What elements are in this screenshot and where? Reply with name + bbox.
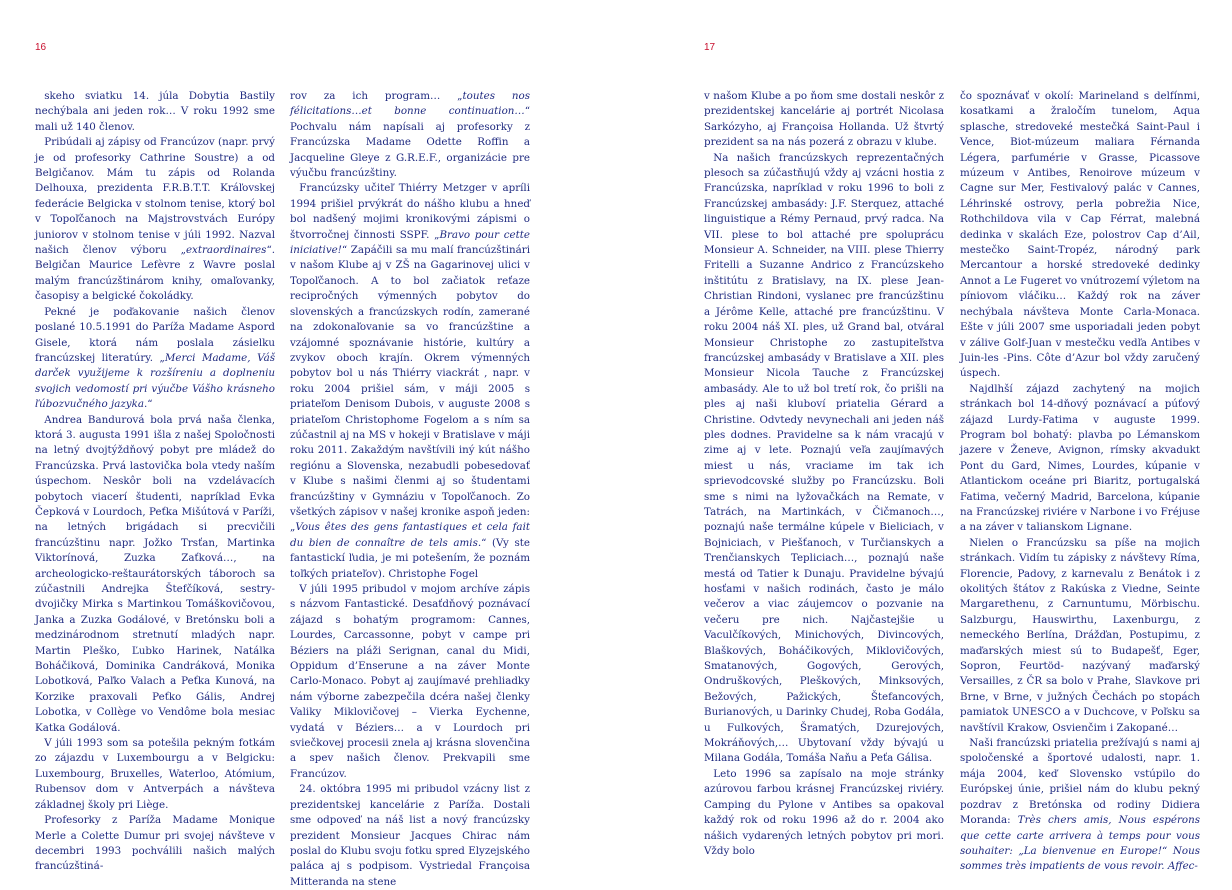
- paragraph: [960, 89, 1200, 382]
- paragraph: [704, 89, 944, 151]
- text-run: “ Pochvalu nám napísali aj profesorky z Francúzska Madame Odette Roffin a Jacqueline Gleye z G.R.E.F., organizácie pre výučbu francúzštiny.: [290, 105, 530, 180]
- paragraph: [960, 382, 1200, 536]
- text-run: V júli 1995 pribudol v mojom archíve zápis s názvom Fantastické. Desaťdňový poznávací zájazd s bohatým programom: Cannes, Lourdes, Carcassonne, pobyt v campe pri Béziers na pláži Serignan, canal du Midi, Oppidum d’Enserune a na záver Monte Carlo-Monaco. Pobyt aj zaujímavé prehliadky nám výborne zabezpečila dcéra našej členky Valiky Miklovičovej – Vierka Eychenne, vydatá v Béziers… a v Lourdoch pri sviečkovej procesii znela aj krásna slovenčina a spev našich členov. Prekvapili sme Francúzov.: [290, 583, 530, 780]
- text-column-3: [704, 89, 944, 857]
- text-run: Naši francúzski priatelia prežívajú s nami aj spoločenské a športové udalosti, napr. 1. mája 2004, keď Slovensko vstúpilo do Európskej únie, prišiel nám do klubu pekný pozdrav z Bretónska od rodiny Didiera Moranda:: [960, 737, 1200, 827]
- italic-run: Vous êtes des gens fantastiques et cela fait du bien de connaître de tels amis.: [290, 521, 530, 549]
- text-run: v našom Klube a po ňom sme dostali neskôr z prezidentskej kancelárie aj portrét Nicolasa Sarkózyho, aj Françoisa Hollanda. Už štvrtý prezident sa na nás pozerá z obrazu v klube.: [704, 90, 944, 149]
- text-run: skeho sviatku 14. júla Dobytia Bastily nechýbala ani jeden rok… V roku 1992 sme mali už 140 členov.: [35, 90, 275, 133]
- text-column-2: [290, 89, 531, 888]
- text-run: Francúzsky učiteľ Thiérry Metzger v apríli 1994 prišiel prvýkrát do nášho klubu a hneď bol nadšený mojimi kronikovými zápismi o štvorročnej činnosti SSPF. „: [290, 182, 530, 241]
- text-run: Profesorky z Paríža Madame Monique Merle a Colette Dumur pri svojej návšteve v decembri 1993 pochválili našich malých francúzštiná-: [35, 814, 275, 873]
- paragraph: [35, 413, 275, 737]
- text-run: rov za ich program… „: [290, 90, 463, 102]
- paragraph: [290, 582, 530, 782]
- text-run: Najdlhší zájazd zachytený na mojich stránkach bol 14-dňový poznávací a púťový zájazd Lurdy-Fatima v auguste 1999. Program bol bohatý: plavba po Lémanskom jazere v Ženeve, Avignon, rímsky akvadukt Pont du Gard, Nimes, Lourdes, kúpanie v Atlantickom oceáne pri Biaritz, portugalská Fatima, večerný Madrid, Barcelona, kúpanie na Francúzskej riviére v Narbone i vo Fréjuse a na záver v talianskom Lignane.: [960, 382, 1200, 534]
- text-run: 24. októbra 1995 mi pribudol vzácny list z prezidentskej kancelárie z Paríža. Dostali sme odpoveď na náš list a nový francúzsky prezident Monsieur Jacques Chirac nám poslal do Klubu svoju fotku spred Elyzejského paláca aj s podpisom. Vystriedal Françoisa Mitteranda na stene: [290, 783, 530, 888]
- text-run: Nielen o Francúzsku sa píše na mojich stránkach. Vidím tu zápisky z návštevy Ríma, Florencie, Padovy, z karnevalu z Benátok i z okolitých štátov z Rakúska z Viedne, Seinte Margarethenu, z Carnuntumu, Mörbischu. Salzburgu, Hauswirthu, Laxenburgu, z nemeckého Berlína, Drážďan, Postupimu, z maďarských miest sú to Budapešť, Eger, Sopron, Feurtöd- nazývaný maďarský Versailles, z ČR sa bolo v Prahe, Slavkove pri Brne, v Brne, v južných Čechách po stopách pamiatok UNESCO a v Duchcove, v Poľsku sa navštívil Krakow, Osvienčim i Zakopané…: [960, 536, 1200, 734]
- text-run: “. Belgičan Maurice Lefèvre z Wavre poslal malým francúzštinárom knihy, omaľovanky, časopisy a belgické čokoládky.: [35, 244, 275, 303]
- paragraph: [960, 736, 1200, 875]
- text-run: “: [147, 398, 153, 411]
- paragraph: [35, 813, 275, 875]
- text-column-1: [35, 89, 275, 873]
- paragraph: [704, 767, 944, 859]
- text-run: V júli 1993 som sa potešila pekným fotkám zo zájazdu v Luxembourgu a v Belgicku: Luxembourg, Bruxelles, Waterloo, Atómium, Rubensov dom v Antverpách a návšteva základnej školy pri Liège.: [35, 737, 275, 811]
- text-run: Leto 1996 sa zapísalo na moje stránky azúrovou farbou krásnej Francúzskej riviéry. Camping du Pylone v Antibes sa opakoval každý rok od roku 1996 až do r. 2004 ako nášich vydarených letných pobytov pri mori. Vždy bolo: [704, 767, 944, 857]
- paragraph: [35, 305, 275, 413]
- text-column-4: [960, 89, 1200, 873]
- text-run: “ (Vy ste fantastickí ľudia, je mi potešením, že poznám toľkých priateľov). Christophe Fogel: [290, 536, 530, 580]
- text-run: Pekné je poďakovanie našich členov poslané 10.5.1991 do Paríža Madame Aspord Gisele, ktorá nám poslala zásielku francúzskej literatúry. „: [35, 305, 275, 364]
- paragraph: [290, 89, 530, 181]
- page-number-left: 16: [35, 42, 47, 53]
- italic-run: Merci Madame, Váš darček využijeme k rozšíreniu a doplneniu svojich vedomostí pri výučbe Vášho krásneho ľúbozvučného jazyka.: [35, 351, 275, 411]
- text-run: Andrea Bandurová bola prvá naša členka, ktorá 3. augusta 1991 išla z našej Spoločnosti na letný dvojtýždňový pobyt pre mládež do Francúzska. Prvá lastovička bola vtedy naším úspechom. Neskôr boli na vzdelávacích pobytoch viacerí študenti, napríklad Evka Čepková v Lourdoch, Peťka Mišútová v Paríži, na letných brigádach si precvičili francúzštinu napr. Jožko Trsťan, Martinka Viktorínová, Zuzka Zaťková…, na archeologicko-reštaurátorských táboroch sa zúčastnili Andrejka Štefčíková, sestry- dvojičky Mirka s Martinkou Tomáškovičovou, Janka a Zuzka Godálové, v Bretónsku boli a medzinárodnom stretnutí mladých napr. Martin Pleško, Ľubko Harinek, Natálka Boháčiková, Dominika Candráková, Monika Lobotková, Paľko Valach a Peťka Kunová, na Korzike praxovali Peťko Gális, Andrej Lobotka, v Collège vo Vendôme bola mesiac Katka Godálová.: [35, 413, 275, 734]
- italic-run: extraordinaires: [185, 244, 267, 257]
- paragraph: [960, 536, 1200, 736]
- text-run: čo spoznávať v okolí: Marineland s delfínmi, kosatkami a žraločím tunelom, Aqua splasche, stredoveké mestečká Saint-Paul i Vence, Biot-múzeum maliara Férnanda Légera, parfumérie v Grasse, Picassove múzeum v Antibes, Renoirove múzeum v Cagne sur Mer, Festivalový palác v Cannes, Léhrinské ostrovy, perla pobrežia Nice, Rothchildova vila v Cap Férrat, malebná dedinka v skalách Eze, polostrov Cap d’Ail, mestečko Saint-Tropéz, národný park Mercantour a horské stredoveké dedinky Annot a Le Fugeret vo vnútrozemí výletom na píniovom vláčiku… Každý rok na záver nechýbala návšteva Monte Carla-Monaca. Ešte v júli 2007 sme usporiadali jeden pobyt v zálive Golf-Juan v mestečku vedľa Antibes v Juin-les -Pins. Côte d’Azur bol vždy zaručený úspech.: [960, 90, 1200, 380]
- paragraph: [290, 782, 530, 890]
- paragraph: [35, 135, 275, 304]
- italic-run: Très chers amis, Nous espérons que cette carte arrivera à temps pour vous souhaiter: „La bienvenue en Europe!“ Nous sommes très impatients de vous revoir. Affec-: [960, 814, 1200, 873]
- text-run: “ Zapáčili sa mu malí francúzštinári v našom Klube aj v ZŠ na Gagarinovej ulici v Topoľčanoch. A to bol začiatok reťaze recipročných výmenných pobytov do slovenských a francúzskych rodín, zamerané na zdokonaľovanie sa vo francúzštine a vzájomné spoznávanie histórie, kultúry a zvykov oboch krajín. Okrem výmenných pobytov bol u nás Thiérry viackrát , napr. v roku 2004 prišiel sám, v máji 2005 s priateľom Denisom Dubois, v auguste 2008 s priateľom Christophome Fogelom a s ním sa zúčastnil aj na MS v hokeji v Bratislave v máji roku 2011. Zakaždým navštívili iný kút nášho regiónu a Slovenska, nezabudli pobesedovať v Klube s našimi členmi aj so študentami francúzštiny v Gymnáziu v Topoľčanoch. Zo všetkých zápisov v našej kronike aspoň jeden: „: [290, 244, 530, 534]
- italic-run: Bravo pour cette iniciative!: [290, 228, 531, 257]
- paragraph: [290, 181, 530, 582]
- italic-run: toutes nos félicitations…et bonne continuation…: [290, 90, 530, 118]
- page-number-right: 17: [704, 42, 716, 53]
- text-run: Pribúdali aj zápisy od Francúzov (napr. prvý je od profesorky Cathrine Soustre) a od Belgičanov. Mám tu zápis od Rolanda Delhouxa, prezidenta F.R.B.T.T. Kráľovskej federácie Belgicka v stolnom tenise, ktorý bol v Topoľčanoch na Majstrovstvách Európy juniorov v stolnom tenise v júli 1992. Nazval našich členov výboru „: [35, 136, 275, 257]
- paragraph: [35, 89, 275, 135]
- paragraph: [704, 151, 944, 767]
- paragraph: [35, 736, 275, 813]
- text-run: Na našich francúzskych reprezentačných plesoch sa zúčastňujú vždy aj vzácni hostia z Francúzska, napríklad v roku 1996 to boli z Francúzskej ambasády: J.F. Sterquez, attaché linguistique a Rémy Pernaud, prvý radca. Na VII. plese to bol attaché pre spoluprácu Monsieur A. Schneider, na VIII. plese Thierry Fritelli a Suzanne Andrico z Francúzskeho inštitútu z Bratislavy, na IX. plese Jean-Christian Rindoni, vyslanec pre francúzštinu a Jérôme Kelle, attaché pre francúzštinu. V roku 2004 náš XI. ples, už Grand bal, otváral Monsieur Christophe zo zastupiteľstva francúzskej ambasády v Bratislave a XII. ples Monsieur Nicola Tauche z Francúzskej ambasády. Ale to už bol tretí rok, čo prišli na ples aj naši kluboví priatelia Gérard a Christine. Odvtedy nevynechali ani jeden náš ples dodnes. Pravidelne sa k nám vracajú v zime aj v lete. Poznajú veľa zaujímavých miest u nás, vraciame im tak ich sprievodcovské služby po Francúzsku. Boli sme s nimi na lyžovačkách na Remate, v Tatrách, na Martinkách, v Čičmanoch…, poznajú naše termálne kúpele v Bieliciach, v Bojniciach, v Piešťanoch, v Turčianskych a Trenčianskych Tepliciach…, poznajú naše mestá od Tatier k Dunaju. Pravidelne bývajú hosťami v našich rodinách, často je málo večerov a viac záujemcov o pozvanie na večeru pre nich. Najčastejšie u Vaculčíkových, Minichových, Divincových, Blaškových, Boháčikových, Miklovičových, Smatanových, Gogových, Gerových, Ondruškových, Pleškových, Minksových, Bežových, Pažických, Štefancových, Burianových, u Darinky Chudej, Roba Godála, u Fulkových, Šramatých, Dzurejových, Mokráňových,… Ubytovaní vždy bývajú u Milana Godála, Tomáša Naňu a Peťa Gálisa.: [704, 151, 944, 765]
